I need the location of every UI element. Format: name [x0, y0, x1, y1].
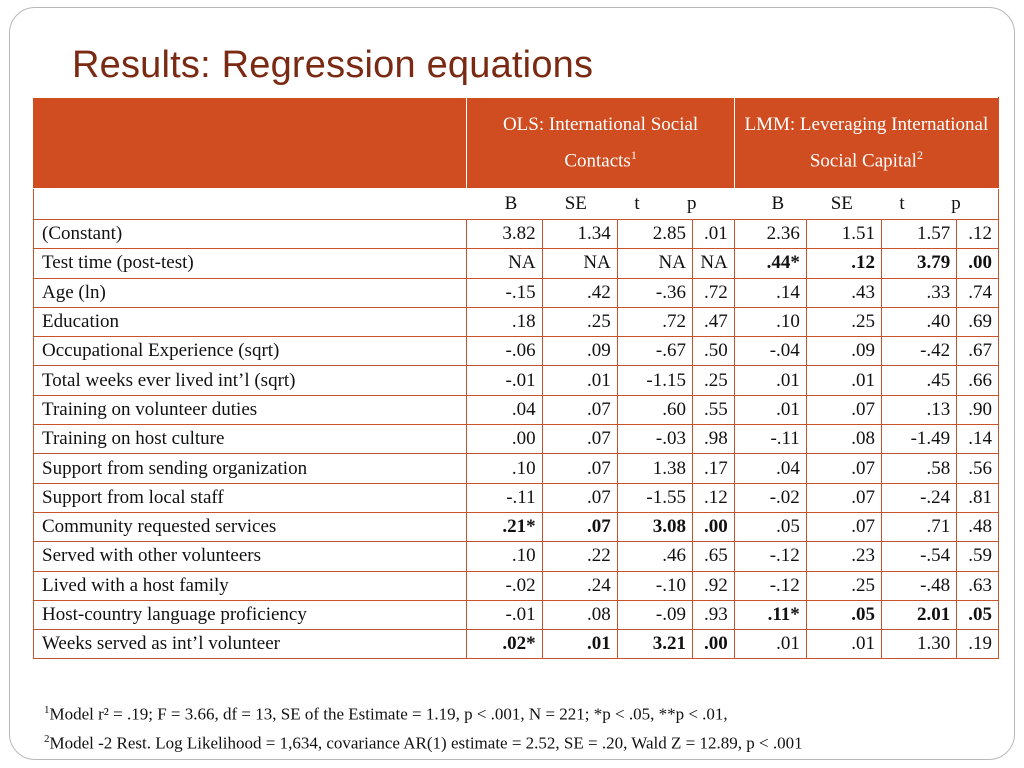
note-1	[44, 698, 1004, 727]
table-cell: .44*	[734, 249, 806, 278]
table-cell: .12	[806, 249, 881, 278]
table-cell: 3.08	[617, 512, 692, 541]
ols-col-se: SE	[564, 193, 587, 214]
table-cell: -.10	[617, 571, 692, 600]
table-cell: .07	[806, 454, 881, 483]
table-cell: .81	[957, 483, 999, 512]
table-cell: .10	[467, 542, 542, 571]
row-label: Community requested services	[34, 512, 467, 541]
table-cell: .42	[542, 278, 617, 307]
table-cell: .63	[957, 571, 999, 600]
table-cell: .10	[734, 307, 806, 336]
table-row	[34, 571, 999, 600]
table-cell: NA	[542, 249, 617, 278]
ols-col-b: B	[504, 193, 518, 214]
row-label: Test time (post-test)	[34, 249, 467, 278]
table-cell: -.01	[467, 600, 542, 629]
table-row	[34, 249, 999, 278]
table-cell: .19	[957, 630, 999, 659]
table-cell: 2.01	[882, 600, 957, 629]
table-cell: .25	[806, 307, 881, 336]
table-cell: .46	[617, 542, 692, 571]
table-cell: .07	[542, 512, 617, 541]
table-cell: .01	[692, 220, 734, 249]
table-cell: -.11	[734, 425, 806, 454]
table-cell: .10	[467, 454, 542, 483]
table-cell: .59	[957, 542, 999, 571]
table-cell: .07	[542, 425, 617, 454]
table-cell: .08	[806, 425, 881, 454]
table-notes	[44, 698, 1004, 755]
table-cell: NA	[617, 249, 692, 278]
table-cell: .00	[467, 425, 542, 454]
table-cell: -.15	[467, 278, 542, 307]
table-row	[34, 454, 999, 483]
table-cell: 2.85	[617, 220, 692, 249]
table-cell: 1.34	[542, 220, 617, 249]
table-row	[34, 395, 999, 424]
row-label: Training on volunteer duties	[34, 395, 467, 424]
table-row	[34, 542, 999, 571]
lmm-header-label: LMM: Leveraging International Social Capital	[744, 114, 989, 172]
table-cell: 2.36	[734, 220, 806, 249]
table-cell: .58	[882, 454, 957, 483]
table-cell: .12	[957, 220, 999, 249]
table-cell: .25	[692, 366, 734, 395]
table-subheader-row	[34, 189, 999, 220]
table-cell: .17	[692, 454, 734, 483]
table-cell: -.67	[617, 337, 692, 366]
table-cell: .01	[734, 366, 806, 395]
ols-header	[467, 98, 734, 189]
note-2-text: Model -2 Rest. Log Likelihood = 1,634, covariance AR(1) estimate = 2.52, SE = .20, Wald Z = 12.89, p < .001	[49, 733, 803, 753]
table-cell: .07	[542, 454, 617, 483]
lmm-col-t: t	[899, 193, 905, 214]
table-cell: .72	[617, 307, 692, 336]
table-cell: .00	[692, 630, 734, 659]
table-cell: .25	[806, 571, 881, 600]
table-cell: .65	[692, 542, 734, 571]
row-label: Support from sending organization	[34, 454, 467, 483]
table-cell: -.42	[882, 337, 957, 366]
table-cell: .05	[806, 600, 881, 629]
table-cell: 3.79	[882, 249, 957, 278]
table-row	[34, 337, 999, 366]
table-row	[34, 220, 999, 249]
table-cell: 1.51	[806, 220, 881, 249]
lmm-header	[734, 98, 998, 189]
row-label: Weeks served as int’l volunteer	[34, 630, 467, 659]
table-cell: -.04	[734, 337, 806, 366]
table-cell: .21*	[467, 512, 542, 541]
table-cell: .24	[542, 571, 617, 600]
table-cell: .55	[692, 395, 734, 424]
table-cell: .04	[467, 395, 542, 424]
ols-header-sup: 1	[630, 148, 637, 163]
row-label: Support from local staff	[34, 483, 467, 512]
table-cell: .01	[542, 630, 617, 659]
lmm-subheader	[734, 189, 998, 220]
table-row	[34, 425, 999, 454]
table-cell: .01	[542, 366, 617, 395]
table-header-row	[34, 98, 999, 189]
table-cell: .14	[957, 425, 999, 454]
table-cell: 3.82	[467, 220, 542, 249]
table-cell: .72	[692, 278, 734, 307]
table-cell: .33	[882, 278, 957, 307]
table-cell: .18	[467, 307, 542, 336]
table-cell: .45	[882, 366, 957, 395]
lmm-col-se: SE	[830, 193, 853, 214]
table-cell: .07	[542, 483, 617, 512]
row-label: (Constant)	[34, 220, 467, 249]
table-row	[34, 278, 999, 307]
table-cell: .66	[957, 366, 999, 395]
table-cell: .04	[734, 454, 806, 483]
table-cell: 1.57	[882, 220, 957, 249]
table-cell: .07	[542, 395, 617, 424]
table-cell: .98	[692, 425, 734, 454]
table-row	[34, 366, 999, 395]
table-cell: .05	[734, 512, 806, 541]
row-label: Education	[34, 307, 467, 336]
table-cell: .01	[734, 395, 806, 424]
table-row	[34, 512, 999, 541]
regression-table	[33, 97, 999, 659]
table-cell: .02*	[467, 630, 542, 659]
ols-col-t: t	[634, 193, 640, 214]
table-cell: NA	[692, 249, 734, 278]
table-cell: -.03	[617, 425, 692, 454]
row-label: Host-country language proficiency	[34, 600, 467, 629]
table-cell: NA	[467, 249, 542, 278]
table-cell: -.09	[617, 600, 692, 629]
table-cell: -.36	[617, 278, 692, 307]
table-cell: -1.55	[617, 483, 692, 512]
table-cell: .23	[806, 542, 881, 571]
table-cell: .25	[542, 307, 617, 336]
table-cell: .14	[734, 278, 806, 307]
table-body	[34, 220, 999, 659]
note-2	[44, 727, 1004, 756]
table-cell: 1.30	[882, 630, 957, 659]
table-cell: -.24	[882, 483, 957, 512]
slide-title: Results: Regression equations	[72, 44, 594, 86]
table-cell: .56	[957, 454, 999, 483]
row-label: Served with other volunteers	[34, 542, 467, 571]
table-cell: -.54	[882, 542, 957, 571]
table-row	[34, 307, 999, 336]
table-cell: .05	[957, 600, 999, 629]
row-label: Occupational Experience (sqrt)	[34, 337, 467, 366]
table-cell: -.02	[467, 571, 542, 600]
table-cell: -.06	[467, 337, 542, 366]
lmm-col-b: B	[771, 193, 785, 214]
table-cell: .40	[882, 307, 957, 336]
table-cell: .43	[806, 278, 881, 307]
table-cell: .74	[957, 278, 999, 307]
header-blank-cell	[34, 98, 467, 189]
table-cell: .47	[692, 307, 734, 336]
table-cell: .07	[806, 483, 881, 512]
row-label: Age (ln)	[34, 278, 467, 307]
table-cell: .92	[692, 571, 734, 600]
table-row	[34, 600, 999, 629]
table-cell: .12	[692, 483, 734, 512]
table-cell: -.48	[882, 571, 957, 600]
table-cell: .07	[806, 395, 881, 424]
table-cell: .90	[957, 395, 999, 424]
table-row	[34, 483, 999, 512]
table-cell: .01	[806, 630, 881, 659]
table-cell: .08	[542, 600, 617, 629]
note-2-marker: 2	[44, 732, 50, 745]
note-1-marker: 1	[44, 704, 50, 716]
table-cell: .93	[692, 600, 734, 629]
table-cell: -1.15	[617, 366, 692, 395]
table-cell: .07	[806, 512, 881, 541]
table-cell: .00	[957, 249, 999, 278]
table-cell: .09	[806, 337, 881, 366]
table-cell: .01	[806, 366, 881, 395]
row-label: Lived with a host family	[34, 571, 467, 600]
subheader-blank-cell	[34, 189, 467, 220]
table-cell: .67	[957, 337, 999, 366]
note-1-text: Model r² = .19; F = 3.66, df = 13, SE of the Estimate = 1.19, p < .001, N = 221; *p < .05, **p < .01,	[49, 704, 728, 724]
row-label: Total weeks ever lived int’l (sqrt)	[34, 366, 467, 395]
ols-col-p: p	[687, 193, 697, 214]
row-label: Training on host culture	[34, 425, 467, 454]
table-cell: .60	[617, 395, 692, 424]
table-cell: .71	[882, 512, 957, 541]
lmm-header-sup: 2	[916, 148, 923, 163]
table-cell: .69	[957, 307, 999, 336]
lmm-col-p: p	[951, 193, 961, 214]
table-cell: -.11	[467, 483, 542, 512]
ols-subheader	[467, 189, 734, 220]
table-cell: 1.38	[617, 454, 692, 483]
table-cell: .48	[957, 512, 999, 541]
table-cell: .13	[882, 395, 957, 424]
table-cell: -.12	[734, 571, 806, 600]
table-cell: -.02	[734, 483, 806, 512]
ols-header-label: OLS: International Social Contacts	[502, 114, 699, 172]
table-cell: .09	[542, 337, 617, 366]
table-cell: .50	[692, 337, 734, 366]
table-cell: .11*	[734, 600, 806, 629]
table-cell: 3.21	[617, 630, 692, 659]
table-cell: .00	[692, 512, 734, 541]
table-row	[34, 630, 999, 659]
table-cell: -.12	[734, 542, 806, 571]
table-cell: -.01	[467, 366, 542, 395]
table-cell: -1.49	[882, 425, 957, 454]
table-cell: .01	[734, 630, 806, 659]
table-cell: .22	[542, 542, 617, 571]
